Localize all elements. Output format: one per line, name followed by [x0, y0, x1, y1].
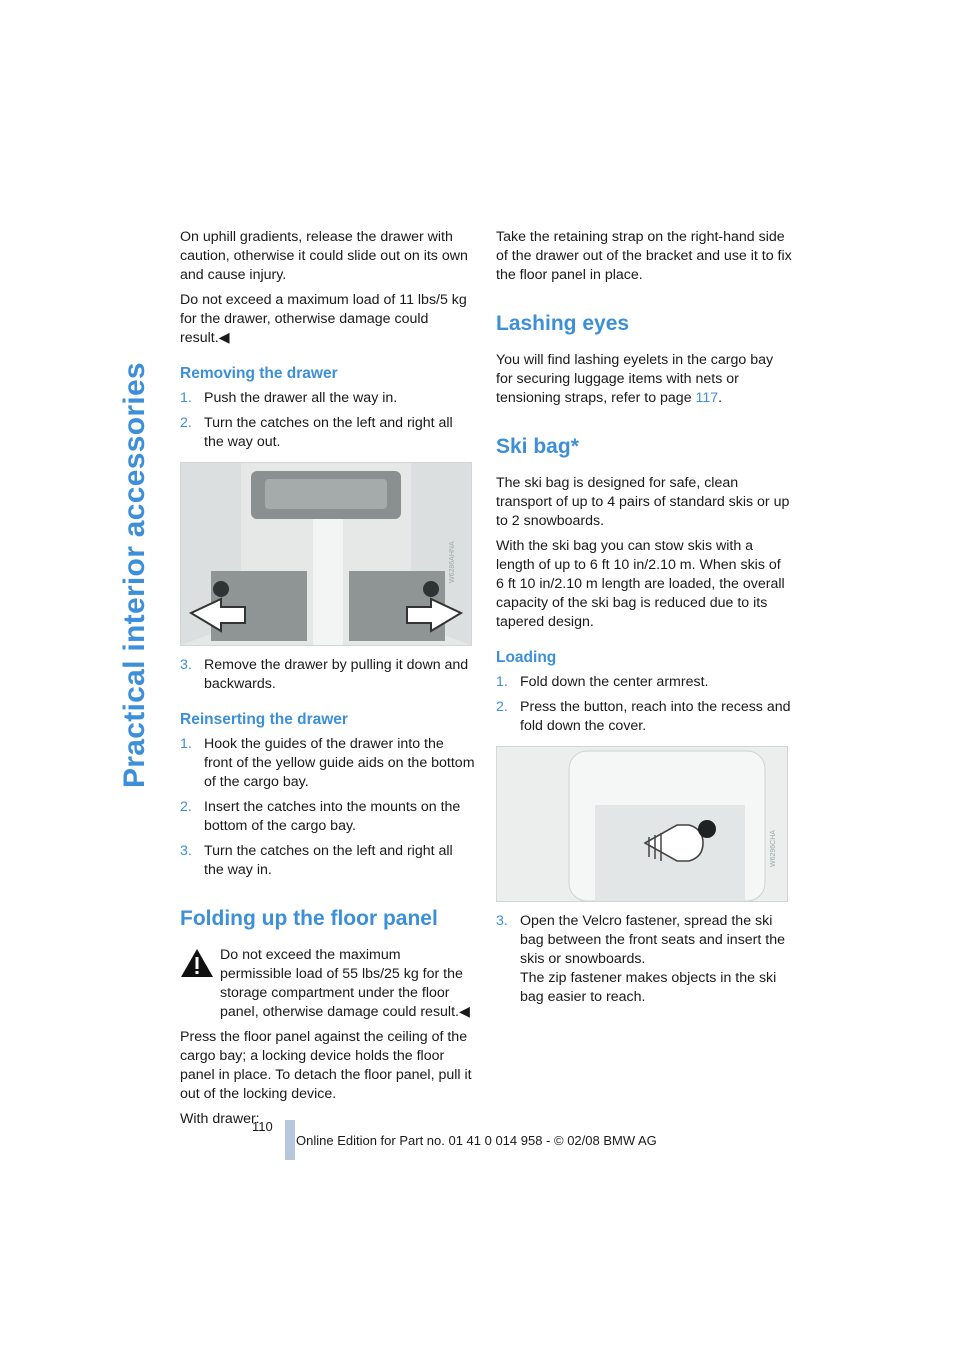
reinserting-step-3 [180, 842, 476, 880]
right-column [496, 228, 792, 1013]
floor-panel-warning [180, 946, 476, 1028]
step-number: 2. [180, 415, 192, 431]
footer-accent-bar [285, 1120, 295, 1160]
chapter-sidebar-title [118, 228, 158, 788]
warning-triangle-icon [180, 948, 214, 978]
removing-drawer-heading: Removing the drawer [180, 365, 338, 382]
folding-floor-panel-heading: Folding up the floor panel [180, 907, 438, 930]
page-reference-link[interactable]: 117 [695, 390, 719, 406]
drawer-catches-figure [180, 462, 472, 646]
removing-step-3 [180, 656, 476, 694]
step-text: Press the button, reach into the recess and fold down the cover. [520, 699, 791, 734]
page-number: 110 [252, 1119, 273, 1134]
loading-step-2 [496, 698, 792, 736]
lashing-eyes-heading: Lashing eyes [496, 312, 630, 335]
step-number: 3. [496, 913, 508, 929]
step-number: 1. [180, 736, 192, 752]
load-warning-paragraph: Do not exceed a maximum load of 11 lbs/5 kg for the drawer, otherwise damage could result.◀ [180, 292, 467, 346]
ski-bag-heading: Ski bag* [496, 435, 579, 458]
chapter-title-text: Practical interior accessories [118, 362, 151, 788]
step-number: 2. [180, 799, 192, 815]
step-text: Push the drawer all the way in. [204, 390, 398, 406]
step-number: 3. [180, 657, 192, 673]
lashing-period: . [718, 390, 723, 406]
step-text: Turn the catches on the left and right all the way out. [204, 415, 453, 450]
armrest-button-illustration [497, 747, 787, 901]
ski-bag-paragraph-2: With the ski bag you can stow skis with a length of up to 6 ft 10 in/2.10 m. When skis of 6 ft 10 in/2.10 m length are loaded, the overall capacity of the ski bag is reduced due to its tapered design. [496, 538, 785, 630]
step-number: 3. [180, 843, 192, 859]
loading-heading: Loading [496, 649, 557, 666]
figure-code: W6286AHNA [449, 541, 457, 583]
armrest-button-figure [496, 746, 788, 902]
left-column [180, 228, 476, 1135]
ski-bag-paragraph-1: The ski bag is designed for safe, clean transport of up to 4 pairs of standard skis or up to 2 snowboards. [496, 475, 790, 529]
drawer-catches-illustration [181, 463, 471, 645]
step-text: Remove the drawer by pulling it down and backwards. [204, 657, 469, 692]
reinserting-step-2 [180, 798, 476, 836]
warning-text: Do not exceed the maximum permissible load of 55 lbs/25 kg for the storage compartment under the floor panel, otherwise damage could result.◀ [220, 947, 470, 1020]
removing-step-1 [180, 389, 476, 408]
step-text: Turn the catches on the left and right all the way in. [204, 843, 453, 878]
figure-code: W6296CHA [770, 830, 778, 867]
step-text: Fold down the center armrest. [520, 674, 709, 690]
lashing-text: You will find lashing eyelets in the cargo bay for securing luggage items with nets or tensioning straps, refer to page [496, 352, 774, 406]
reinserting-drawer-heading: Reinserting the drawer [180, 711, 348, 728]
with-drawer-label: With drawer: [180, 1111, 260, 1127]
step-text [520, 912, 792, 1007]
step-3-note: The zip fastener makes objects in the ski bag easier to reach. [520, 970, 777, 1005]
retaining-strap-paragraph: Take the retaining strap on the right-hand side of the drawer out of the bracket and use it to fix the floor panel in place. [496, 229, 792, 283]
loading-step-3 [496, 912, 792, 1007]
step-number: 2. [496, 699, 508, 715]
step-text: Hook the guides of the drawer into the front of the yellow guide aids on the bottom of the cargo bay. [204, 736, 475, 790]
lashing-eyes-paragraph [496, 351, 792, 408]
removing-step-2 [180, 414, 476, 452]
loading-step-1 [496, 673, 792, 692]
reinserting-step-1 [180, 735, 476, 792]
intro-paragraph: On uphill gradients, release the drawer with caution, otherwise it could slide out on its own and cause injury. [180, 229, 468, 283]
footer-edition-text: Online Edition for Part no. 01 41 0 014 958 - © 02/08 BMW AG [296, 1133, 657, 1148]
step-3-text: Open the Velcro fastener, spread the ski bag between the front seats and insert the skis or snowboards. [520, 913, 786, 967]
step-text: Insert the catches into the mounts on the bottom of the cargo bay. [204, 799, 461, 834]
step-number: 1. [496, 674, 508, 690]
floor-panel-paragraph: Press the floor panel against the ceiling of the cargo bay; a locking device holds the floor panel in place. To detach the floor panel, pull it out of the locking device. [180, 1029, 472, 1102]
step-number: 1. [180, 390, 192, 406]
